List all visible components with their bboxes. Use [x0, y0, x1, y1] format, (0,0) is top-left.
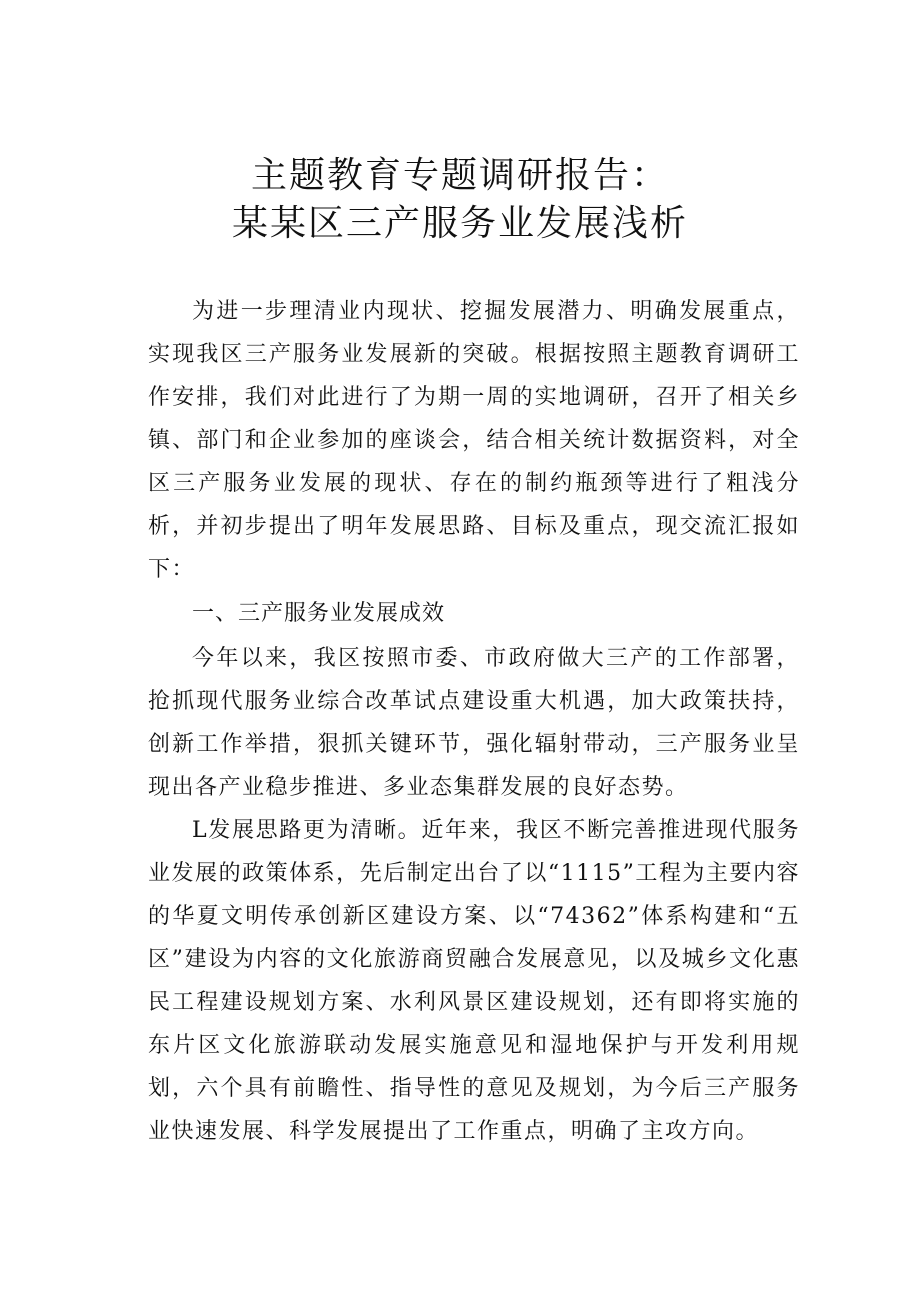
document-title — [0, 152, 920, 248]
section-heading: 一、三产服务业发展成效 — [192, 601, 446, 626]
intro-paragraph: 为进一步理清业内现状、挖掘发展潜力、明确发展重点，实现我区三产服务业发展新的突破。根据按照主题教育调研工作安排，我们对此进行了为期一周的实地调研，召开了相关乡镇、部门和企业参加的座谈会，结合相关统计数据资料，对全区三产服务业发展的现状、存在的制约瓶颈等进行了粗浅分析，并初步提出了明年发展思路、目标及重点，现交流汇报如下： — [148, 299, 800, 582]
document-body — [148, 290, 800, 1153]
title-line-1: 主题教育专题调研报告： — [250, 155, 669, 196]
title-line-2: 某某区三产服务业发展浅析 — [231, 203, 688, 244]
body-paragraph: 今年以来，我区按照市委、市政府做大三产的工作部署，抢抓现代服务业综合改革试点建设重大机遇，加大政策扶持，创新工作举措，狠抓关键环节，强化辐射带动，三产服务业呈现出各产业稳步推进、多业态集群发展的良好态势。 — [148, 646, 800, 800]
body-paragraph: L发展思路更为清晰。近年来，我区不断完善推进现代服务业发展的政策体系，先后制定出台了以“1115”工程为主要内容的华夏文明传承创新区建设方案、以“74362”体系构建和“五区”建设为内容的文化旅游商贸融合发展意见，以及城乡文化惠民工程建设规划方案、水利风景区建设规划，还有即将实施的东片区文化旅游联动发展实施意见和湿地保护与开发利用规划，六个具有前瞻性、指导性的意见及规划，为今后三产服务业快速发展、科学发展提出了工作重点，明确了主攻方向。 — [148, 818, 800, 1144]
